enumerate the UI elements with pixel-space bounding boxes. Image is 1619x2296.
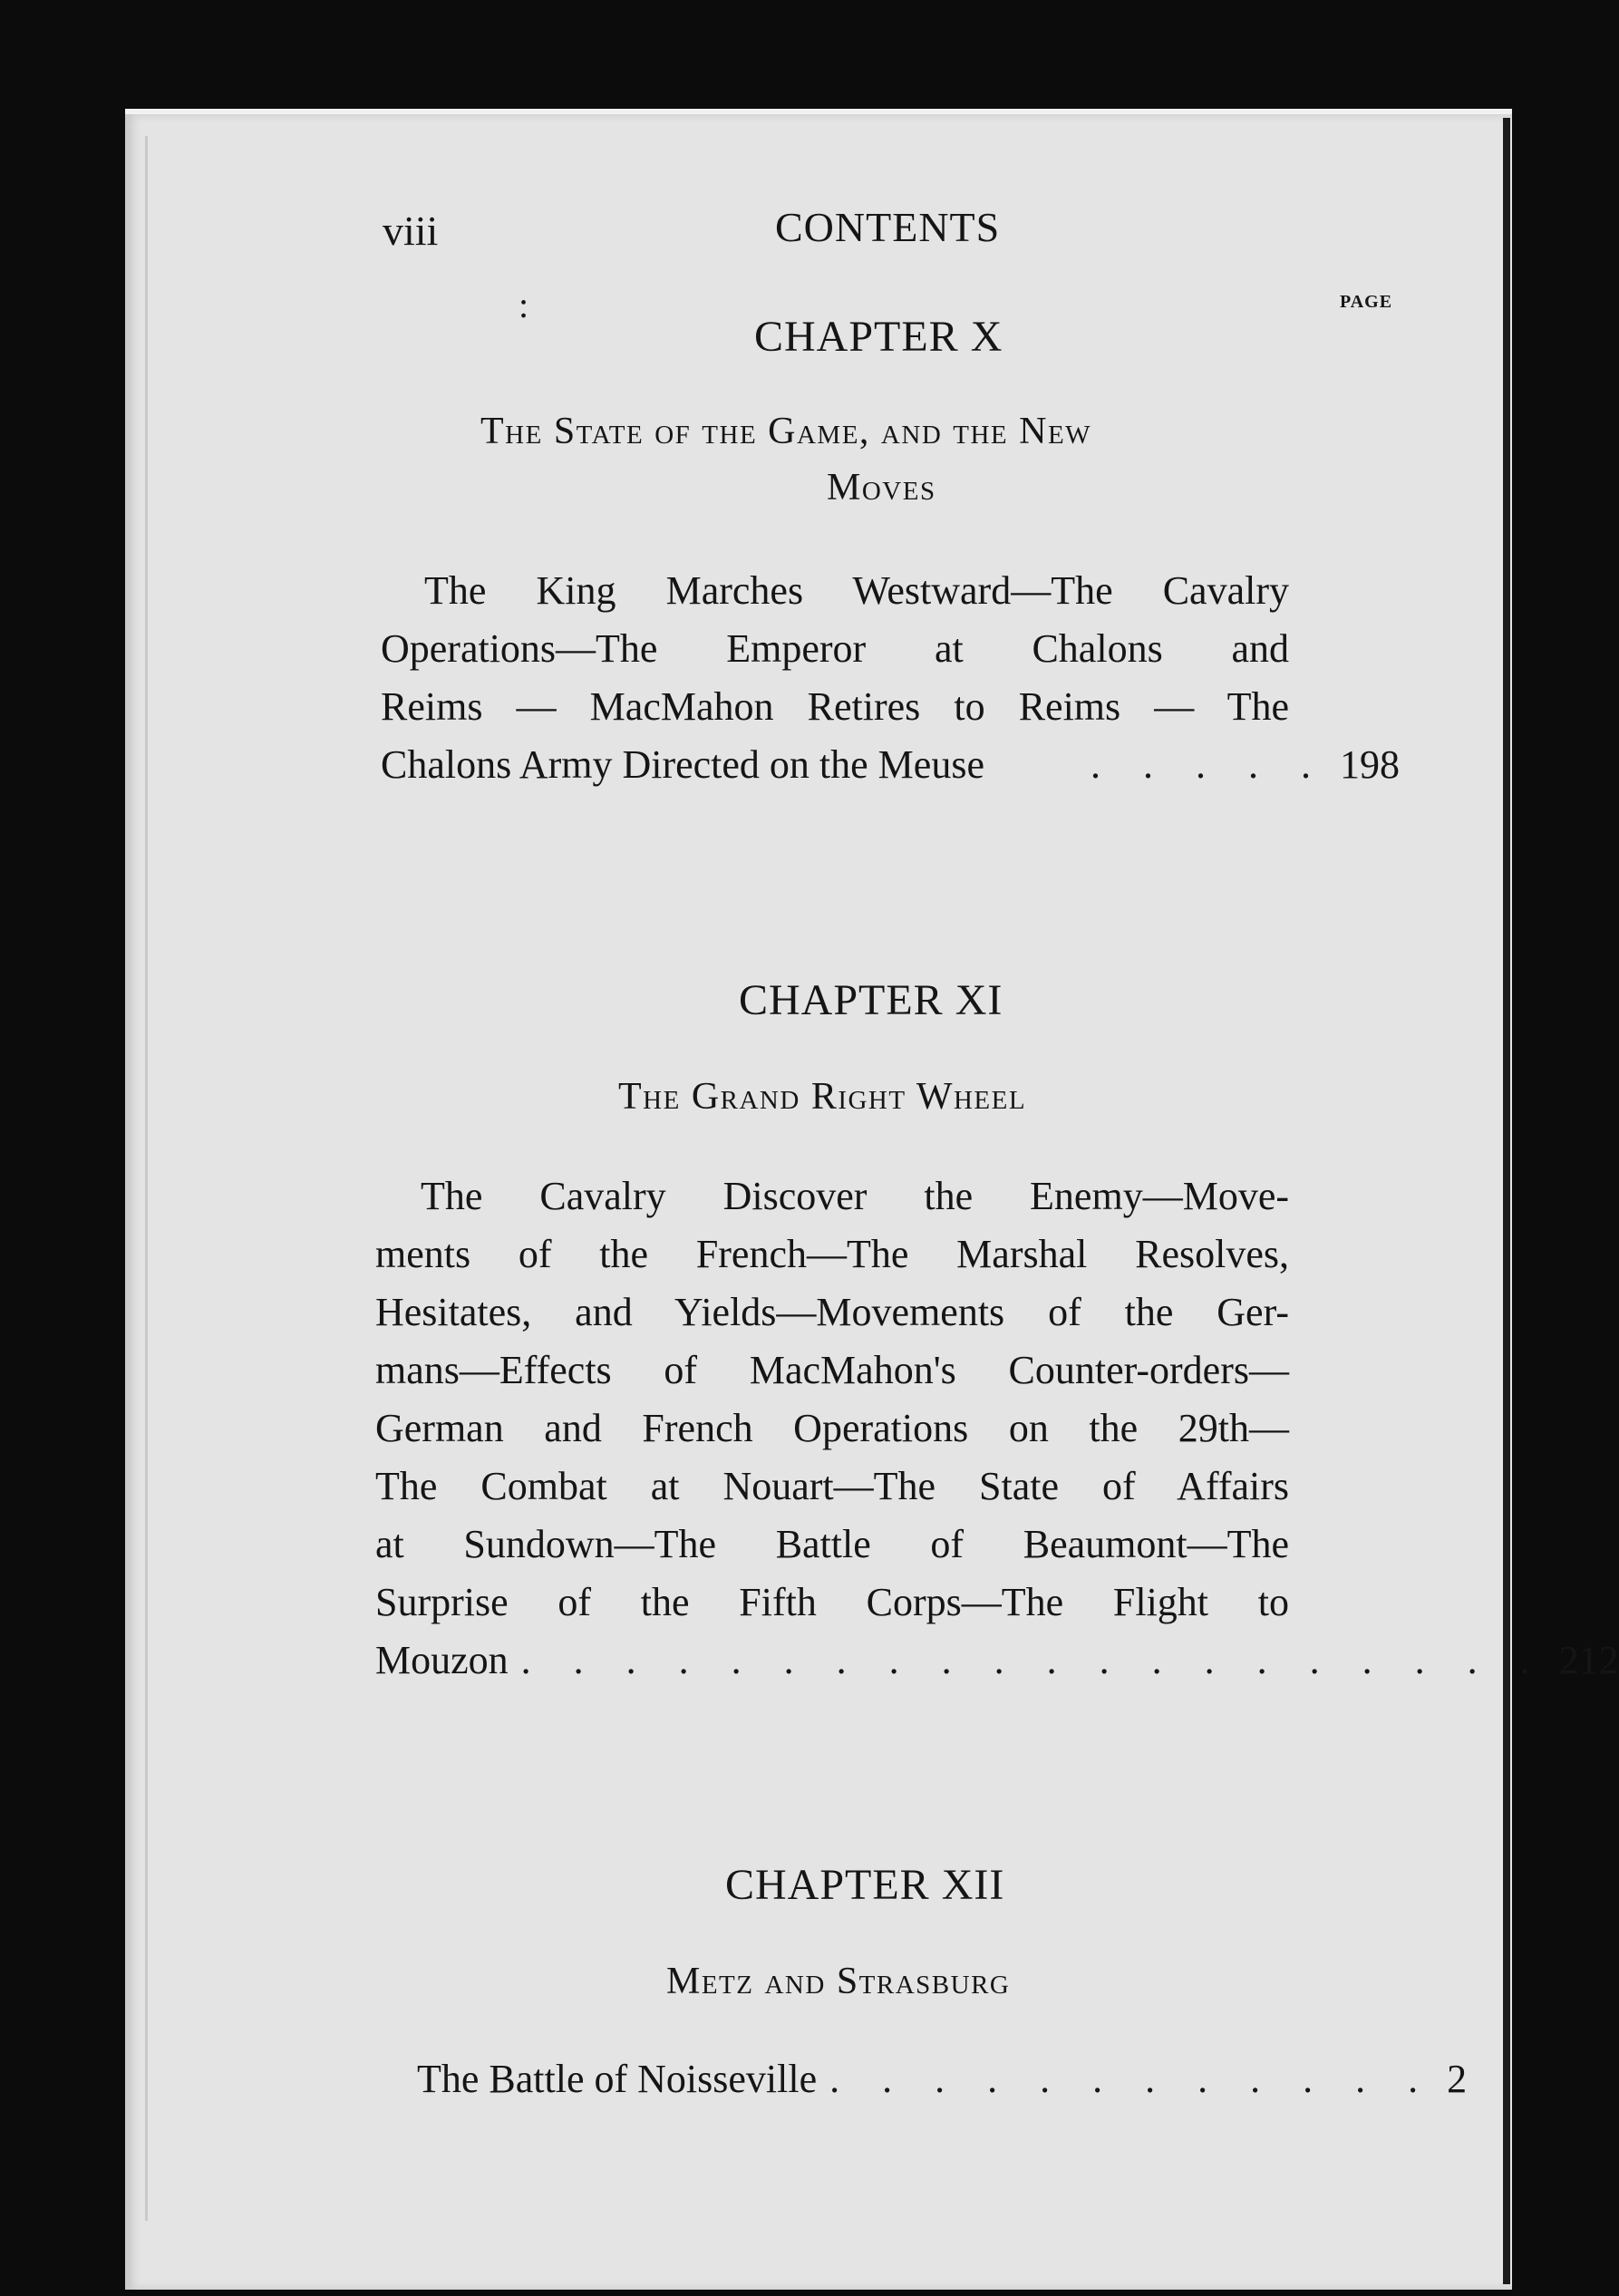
chapter-xi-summary-line-1: The Cavalry Discover the Enemy—Move-: [421, 1174, 1289, 1218]
chapter-xii-title: Metz and Strasburg: [666, 1961, 1011, 2002]
chapter-xii-page-number: 2: [1447, 2057, 1468, 2101]
page-number-folio: viii: [383, 208, 439, 254]
chapter-x-summary-line-1: The King Marches Westward—The Cavalry: [424, 568, 1289, 613]
chapter-xi-last-line: Mouzon: [375, 1638, 509, 1682]
chapter-xi-summary-line-2: ments of the French—The Marshal Resolves,: [375, 1232, 1289, 1276]
chapter-xii-dot-leader: . . . . . . . . . . . .: [829, 2057, 1435, 2101]
chapter-x-heading: CHAPTER X: [754, 313, 1003, 361]
chapter-xii-entry-row: [417, 2056, 1468, 2102]
chapter-x-title-line-2: Moves: [827, 467, 936, 509]
chapter-xi-title: The Grand Right Wheel: [618, 1076, 1027, 1118]
chapter-x-summary-line-3: Reims — MacMahon Retires to Reims — The: [381, 684, 1289, 729]
page-column-label: PAGE: [1340, 292, 1393, 312]
running-title: CONTENTS: [775, 204, 1001, 250]
chapter-x-title-line-1: The State of the Game, and the New: [480, 411, 1092, 452]
page-gutter-edge: [145, 136, 148, 2221]
chapter-xi-summary-line-4: mans—Effects of MacMahon's Counter-orders—: [375, 1348, 1289, 1392]
chapter-xii-last-line: The Battle of Noisseville: [417, 2057, 818, 2101]
chapter-xi-page-number: 212: [1558, 1638, 1619, 1682]
chapter-xi-heading: CHAPTER XI: [739, 976, 1003, 1024]
chapter-x-last-line: Chalons Army Directed on the Meuse: [381, 742, 984, 787]
chapter-xi-summary-line-8: Surprise of the Fifth Corps—The Flight to: [375, 1580, 1289, 1624]
chapter-xi-summary-line-3: Hesitates, and Yields—Movements of the Ger-: [375, 1290, 1289, 1334]
chapter-xi-summary-line-5: German and French Operations on the 29th—: [375, 1406, 1289, 1450]
chapter-xi-entry-row: [375, 1637, 1619, 1683]
page-right-edge: [1503, 118, 1510, 2284]
chapter-x-page-number: 198: [1340, 742, 1400, 787]
stray-mark: :: [519, 285, 529, 325]
chapter-xii-heading: CHAPTER XII: [725, 1861, 1005, 1909]
chapter-x-entry-row: [381, 741, 1400, 788]
chapter-xi-summary-line-7: at Sundown—The Battle of Beaumont—The: [375, 1522, 1289, 1566]
chapter-x-summary-line-2: Operations—The Emperor at Chalons and: [381, 626, 1289, 671]
chapter-x-dot-leader: . . . . .: [1091, 742, 1327, 787]
chapter-xi-summary-line-6: The Combat at Nouart—The State of Affairs: [375, 1464, 1289, 1508]
chapter-xi-dot-leader: . . . . . . . . . . . . . . . . . . . .: [520, 1638, 1546, 1682]
